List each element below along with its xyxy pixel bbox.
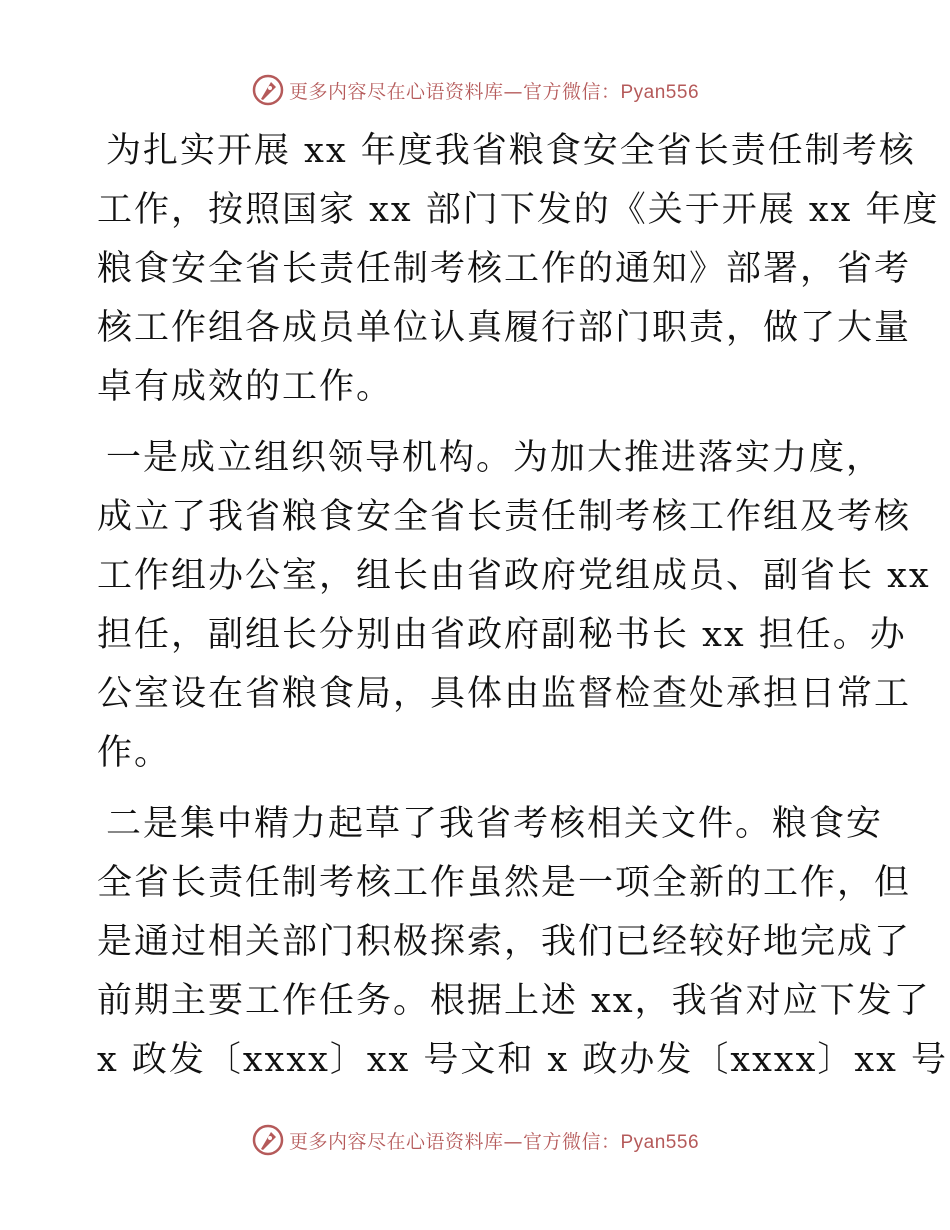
text-line: 二是集中精力起草了我省考核相关文件。粮食安	[106, 804, 884, 844]
pen-nib-logo-icon	[251, 73, 285, 107]
text-line: 粮食安全省长责任制考核工作的通知》部署，省考	[97, 249, 912, 289]
paragraph-first-point	[97, 429, 931, 783]
text-line: 公室设在省粮食局，具体由监督检查处承担日常工	[97, 674, 912, 714]
watermark-text: 更多内容尽在心语资料库—官方微信：Pyan556	[288, 80, 700, 103]
text-line: 为扎实开展 xx 年度我省粮食安全省长责任制考核	[106, 131, 916, 171]
text-line: x 政发〔xxxx〕xx 号文和 x 政办发〔xxxx〕xx 号	[97, 1040, 948, 1080]
text-line: 作。	[97, 733, 172, 773]
text-line: 前期主要工作任务。根据上述 xx，我省对应下发了	[97, 981, 931, 1021]
text-line: 工作，按照国家 xx 部门下发的《关于开展 xx 年度	[97, 190, 940, 230]
paragraph-second-point	[97, 795, 948, 1090]
document-body	[97, 122, 948, 1102]
watermark-text: 更多内容尽在心语资料库—官方微信：Pyan556	[288, 1130, 700, 1153]
text-line: 卓有成效的工作。	[97, 367, 394, 407]
pen-nib-logo-icon	[251, 1123, 285, 1157]
text-line: 担任，副组长分别由省政府副秘书长 xx 担任。办	[97, 615, 907, 655]
paragraph-intro	[97, 122, 940, 417]
text-line: 一是成立组织领导机构。为加大推进落实力度，	[106, 438, 884, 478]
text-line: 核工作组各成员单位认真履行部门职责，做了大量	[97, 308, 912, 348]
watermark-header	[0, 70, 950, 110]
watermark-footer	[0, 1120, 950, 1160]
text-line: 全省长责任制考核工作虽然是一项全新的工作，但	[97, 863, 912, 903]
text-line: 是通过相关部门积极探索，我们已经较好地完成了	[97, 922, 912, 962]
text-line: 成立了我省粮食安全省长责任制考核工作组及考核	[97, 497, 912, 537]
text-line: 工作组办公室，组长由省政府党组成员、副省长 xx	[97, 556, 931, 596]
